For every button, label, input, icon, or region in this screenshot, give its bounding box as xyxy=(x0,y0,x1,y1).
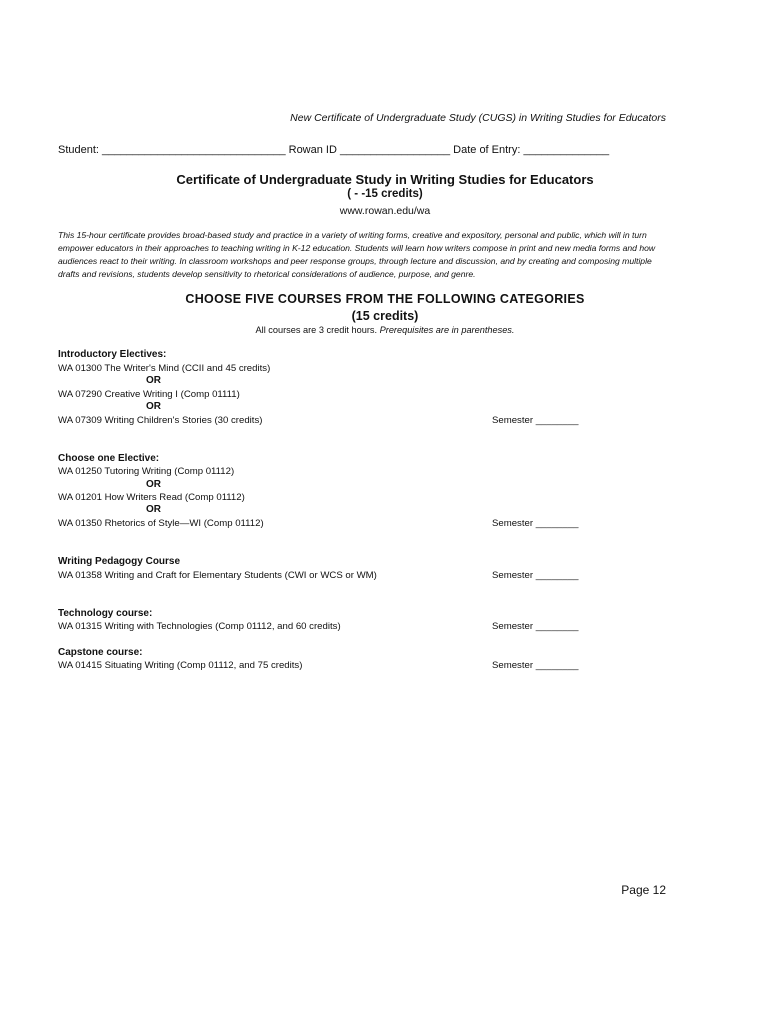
courses-note xyxy=(0,325,770,335)
semester-field: Semester ________ xyxy=(492,415,579,426)
course-item: WA 01250 Tutoring Writing (Comp 01112) xyxy=(58,466,235,477)
or-separator: OR xyxy=(146,504,161,515)
certificate-title: Certificate of Undergraduate Study in Writing Studies for Educators xyxy=(176,172,594,187)
course-item: WA 01315 Writing with Technologies (Comp 01112, and 60 credits) xyxy=(58,621,341,632)
category-heading-technology: Technology course: xyxy=(58,608,153,619)
category-heading-intro: Introductory Electives: xyxy=(58,349,167,360)
student-info-line: Student: ______________________________ Rowan ID __________________ Date of Entry: ______________ xyxy=(58,144,610,156)
category-heading-pedagogy: Writing Pedagogy Course xyxy=(58,556,181,567)
category-heading-capstone: Capstone course: xyxy=(58,647,143,658)
certificate-description: This 15-hour certificate provides broad-based study and practice in a variety of writing forms, creative and expository, personal and public, which will in turn empower educators in their approaches to teaching writing in K-12 education. Students will learn how writers compose in print and new media forms and how audiences react to their writing. In classroom workshops and peer response groups, through lecture and discussion, and by creating and composing multiple drafts and revisions, students develop sensitivity to rhetorical considerations of audience, purpose, and genre. xyxy=(58,230,656,279)
choose-credits: (15 credits) xyxy=(351,309,419,323)
category-heading-elective: Choose one Elective: xyxy=(58,453,160,464)
courses-note-italic: Prerequisites are in parentheses. xyxy=(379,325,515,335)
course-item: WA 01358 Writing and Craft for Elementary Students (CWI or WCS or WM) xyxy=(58,570,377,581)
or-separator: OR xyxy=(146,479,161,490)
page-header: New Certificate of Undergraduate Study (CUGS) in Writing Studies for Educators xyxy=(290,112,666,124)
course-item: WA 01350 Rhetorics of Style—WI (Comp 01112) xyxy=(58,518,264,529)
course-item: WA 01201 How Writers Read (Comp 01112) xyxy=(58,492,245,503)
semester-field: Semester ________ xyxy=(492,660,579,671)
courses-note-plain: All courses are 3 credit hours. xyxy=(255,325,380,335)
or-separator: OR xyxy=(146,375,161,386)
semester-field: Semester ________ xyxy=(492,621,579,632)
semester-field: Semester ________ xyxy=(492,570,579,581)
certificate-credits: ( - -15 credits) xyxy=(347,188,423,200)
page-number: Page 12 xyxy=(621,883,666,897)
semester-field: Semester ________ xyxy=(492,518,579,529)
course-item: WA 07290 Creative Writing I (Comp 01111) xyxy=(58,389,240,400)
program-url: www.rowan.edu/wa xyxy=(339,205,431,217)
or-separator: OR xyxy=(146,401,161,412)
course-item: WA 01300 The Writer's Mind (CCII and 45 credits) xyxy=(58,363,271,374)
course-item: WA 07309 Writing Children's Stories (30 credits) xyxy=(58,415,263,426)
course-item: WA 01415 Situating Writing (Comp 01112, and 75 credits) xyxy=(58,660,303,671)
choose-heading: CHOOSE FIVE COURSES FROM THE FOLLOWING CATEGORIES xyxy=(185,292,585,306)
